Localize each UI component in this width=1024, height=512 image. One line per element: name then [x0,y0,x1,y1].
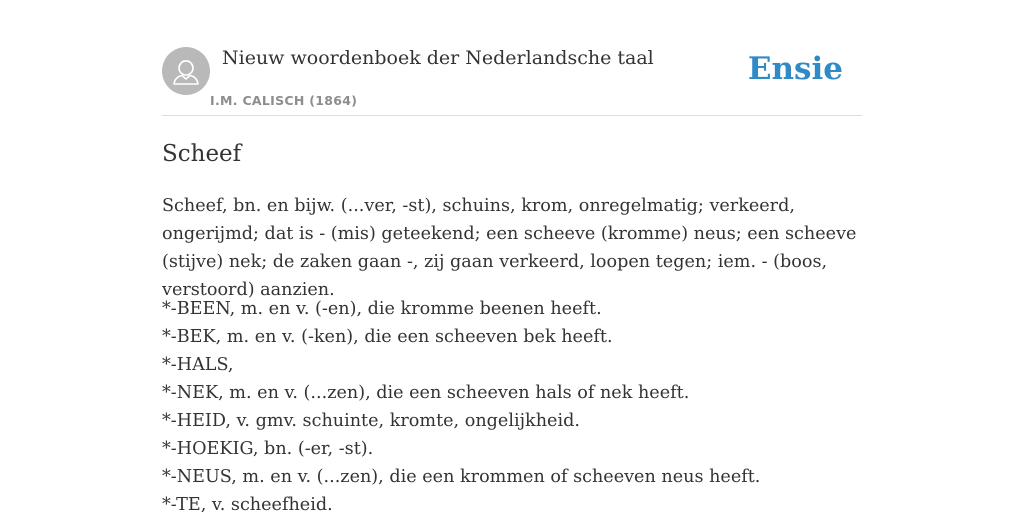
derivative-item: *-HOEKIG, bn. (-er, -st). [162,439,374,459]
derivative-item: *-TE, v. scheefheid. [162,495,333,512]
derivative-item: *-HALS, [162,355,234,375]
entry-definition: Scheef, bn. en bijw. (...ver, -st), schuins, krom, onregelmatig; verkeerd, ongerijmd; dat is - (mis) geteekend; een scheeve (kromme) neus; een scheeve (stijve) nek; de zaken gaan -, zij gaan verkeerd, loopen tegen; iem. - (boos, verstoord) aanzien. [162,196,857,300]
book-author[interactable]: I.M. CALISCH (1864) [210,93,358,108]
derivatives-list [162,295,862,512]
derivative-item: *-HEID, v. gmv. schuinte, kromte, ongelijkheid. [162,411,580,431]
book-title[interactable]: Nieuw woordenboek der Nederlandsche taal [222,47,654,69]
page-container [162,0,862,512]
author-avatar[interactable] [162,47,210,95]
user-icon [162,47,210,95]
derivative-item: *-BEEN, m. en v. (-en), die kromme beenen heeft. [162,299,602,319]
derivative-item: *-NEK, m. en v. (...zen), die een scheeven hals of nek heeft. [162,383,690,403]
derivative-item: *-BEK, m. en v. (-ken), die een scheeven bek heeft. [162,327,613,347]
book-header [162,0,862,116]
ensie-logo[interactable]: Ensie [747,51,843,87]
entry-title: Scheef [162,141,242,167]
derivative-item: *-NEUS, m. en v. (...zen), die een krommen of scheeven neus heeft. [162,467,761,487]
